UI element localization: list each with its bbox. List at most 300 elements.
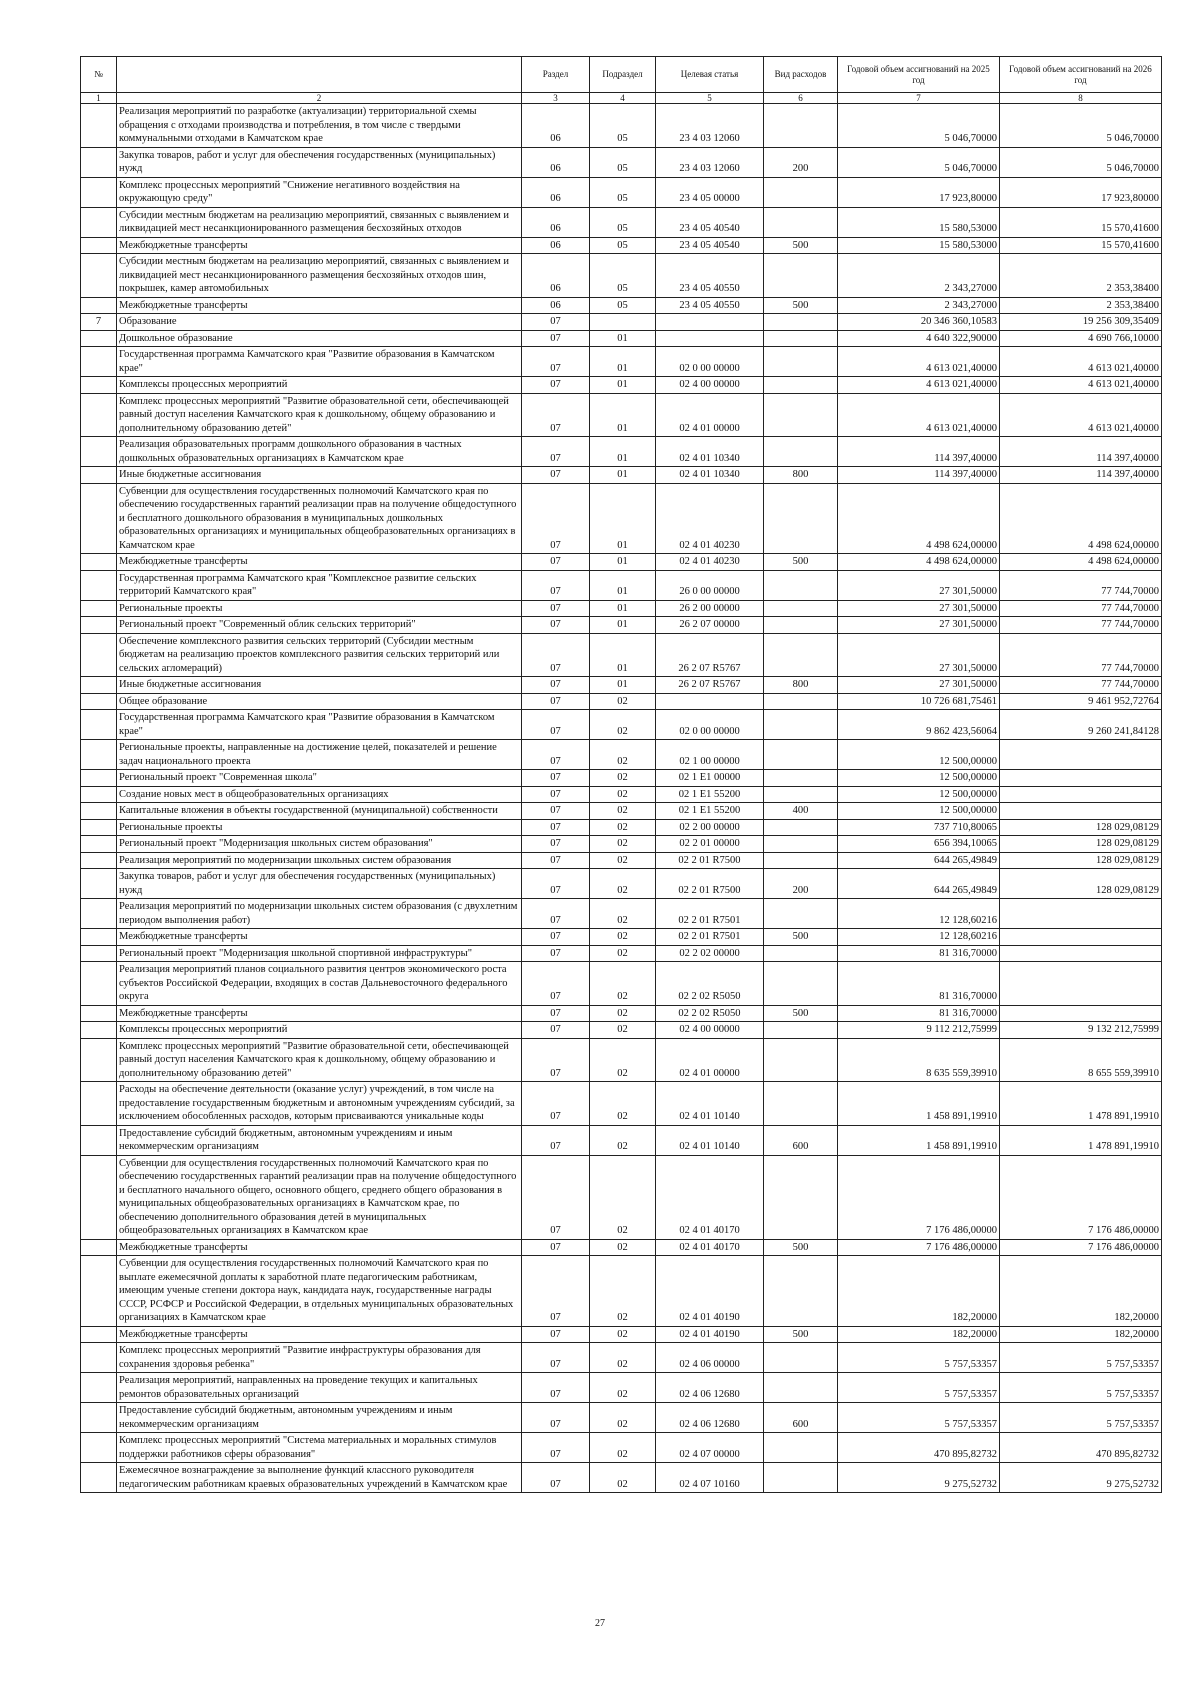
row-section: 07 (522, 770, 590, 787)
row-number (81, 467, 117, 484)
row-section: 07 (522, 1038, 590, 1082)
table-row (81, 803, 1162, 820)
row-section: 07 (522, 347, 590, 377)
row-name: Межбюджетные трансферты (117, 237, 522, 254)
row-amount-2025: 1 458 891,19910 (838, 1125, 1000, 1155)
row-section: 07 (522, 617, 590, 634)
row-target-article: 02 2 02 00000 (656, 945, 764, 962)
row-expense-type (764, 483, 838, 554)
page-number: 27 (595, 1618, 605, 1629)
row-section: 07 (522, 1343, 590, 1373)
row-expense-type (764, 437, 838, 467)
row-target-article: 02 4 07 00000 (656, 1433, 764, 1463)
row-number (81, 1155, 117, 1239)
table-row (81, 1403, 1162, 1433)
row-expense-type (764, 104, 838, 148)
row-subsection: 01 (590, 677, 656, 694)
row-section: 07 (522, 929, 590, 946)
row-name: Комплекс процессных мероприятий "Развитие образовательной сети, обеспечивающей равный доступ населения Камчатского края к дошкольному, общему образованию и дополнительному образованию детей" (117, 1038, 522, 1082)
row-subsection: 02 (590, 1326, 656, 1343)
row-amount-2026: 5 757,53357 (1000, 1403, 1162, 1433)
row-amount-2025: 9 112 212,75999 (838, 1022, 1000, 1039)
row-section: 07 (522, 693, 590, 710)
row-subsection: 01 (590, 467, 656, 484)
row-number (81, 554, 117, 571)
row-amount-2026: 8 655 559,39910 (1000, 1038, 1162, 1082)
table-row (81, 786, 1162, 803)
row-amount-2026 (1000, 786, 1162, 803)
row-amount-2025: 5 046,70000 (838, 104, 1000, 148)
row-number (81, 377, 117, 394)
row-name: Межбюджетные трансферты (117, 297, 522, 314)
row-section: 07 (522, 1155, 590, 1239)
row-expense-type (764, 852, 838, 869)
row-amount-2025: 2 343,27000 (838, 297, 1000, 314)
table-row (81, 1343, 1162, 1373)
table-row (81, 104, 1162, 148)
row-amount-2026: 15 570,41600 (1000, 237, 1162, 254)
row-expense-type (764, 330, 838, 347)
row-target-article: 02 4 06 12680 (656, 1373, 764, 1403)
table-row (81, 314, 1162, 331)
row-amount-2026: 4 498 624,00000 (1000, 554, 1162, 571)
row-subsection: 02 (590, 929, 656, 946)
row-amount-2025: 12 500,00000 (838, 770, 1000, 787)
row-target-article: 02 4 01 40170 (656, 1155, 764, 1239)
row-subsection: 01 (590, 347, 656, 377)
row-section: 07 (522, 803, 590, 820)
row-expense-type (764, 786, 838, 803)
row-amount-2025: 5 757,53357 (838, 1343, 1000, 1373)
row-number (81, 677, 117, 694)
row-name: Региональный проект "Современная школа" (117, 770, 522, 787)
col-number: 6 (764, 93, 838, 104)
row-name: Субсидии местным бюджетам на реализацию мероприятий, связанных с выявлением и ликвидацией мест несанкционированного размещения бесхозяйных отходов (117, 207, 522, 237)
row-section: 07 (522, 899, 590, 929)
row-amount-2025: 8 635 559,39910 (838, 1038, 1000, 1082)
row-expense-type (764, 600, 838, 617)
row-expense-type: 500 (764, 1005, 838, 1022)
row-name: Закупка товаров, работ и услуг для обеспечения государственных (муниципальных) нужд (117, 147, 522, 177)
row-subsection: 02 (590, 1038, 656, 1082)
row-section: 06 (522, 147, 590, 177)
table-row (81, 962, 1162, 1006)
row-target-article: 02 0 00 00000 (656, 347, 764, 377)
row-expense-type (764, 633, 838, 677)
row-name: Региональные проекты (117, 600, 522, 617)
row-expense-type (764, 570, 838, 600)
row-number (81, 633, 117, 677)
row-amount-2025: 7 176 486,00000 (838, 1239, 1000, 1256)
table-row (81, 770, 1162, 787)
row-number (81, 254, 117, 298)
row-section: 07 (522, 1373, 590, 1403)
row-number (81, 929, 117, 946)
row-section: 06 (522, 237, 590, 254)
col-number: 1 (81, 93, 117, 104)
row-amount-2025: 644 265,49849 (838, 869, 1000, 899)
header-section: Раздел (522, 57, 590, 93)
row-subsection: 05 (590, 104, 656, 148)
row-name: Закупка товаров, работ и услуг для обеспечения государственных (муниципальных) нужд (117, 869, 522, 899)
row-target-article: 02 4 01 40230 (656, 554, 764, 571)
row-name: Комплекс процессных мероприятий "Развитие образовательной сети, обеспечивающей равный доступ населения Камчатского края к дошкольному, общему образованию и дополнительному образованию детей" (117, 393, 522, 437)
row-name: Государственная программа Камчатского края "Развитие образования в Камчатском крае" (117, 347, 522, 377)
column-number-row (81, 93, 1162, 104)
budget-table (80, 56, 1162, 1493)
row-section: 07 (522, 437, 590, 467)
row-target-article: 23 4 03 12060 (656, 104, 764, 148)
table-row (81, 347, 1162, 377)
row-name: Капитальные вложения в объекты государственной (муниципальной) собственности (117, 803, 522, 820)
row-section: 07 (522, 467, 590, 484)
row-name: Межбюджетные трансферты (117, 1326, 522, 1343)
row-name: Иные бюджетные ассигнования (117, 677, 522, 694)
row-expense-type: 500 (764, 929, 838, 946)
table-row (81, 330, 1162, 347)
row-name: Региональный проект "Современный облик сельских территорий" (117, 617, 522, 634)
row-name: Предоставление субсидий бюджетным, автономным учреждениям и иным некоммерческим организациям (117, 1125, 522, 1155)
row-amount-2026: 9 132 212,75999 (1000, 1022, 1162, 1039)
row-amount-2025: 81 316,70000 (838, 1005, 1000, 1022)
row-expense-type (764, 710, 838, 740)
row-section: 07 (522, 740, 590, 770)
row-target-article: 23 4 05 00000 (656, 177, 764, 207)
row-subsection: 05 (590, 177, 656, 207)
table-row (81, 254, 1162, 298)
row-number (81, 297, 117, 314)
col-number: 3 (522, 93, 590, 104)
row-number (81, 899, 117, 929)
row-amount-2026: 182,20000 (1000, 1256, 1162, 1327)
row-amount-2026: 4 613 021,40000 (1000, 377, 1162, 394)
row-number (81, 207, 117, 237)
row-amount-2025: 15 580,53000 (838, 207, 1000, 237)
row-subsection: 02 (590, 803, 656, 820)
row-target-article: 23 4 05 40540 (656, 207, 764, 237)
table-row (81, 929, 1162, 946)
row-amount-2026 (1000, 740, 1162, 770)
row-name: Образование (117, 314, 522, 331)
row-section: 07 (522, 677, 590, 694)
row-name: Региональные проекты, направленные на достижение целей, показателей и решение задач национального проекта (117, 740, 522, 770)
row-target-article: 02 0 00 00000 (656, 710, 764, 740)
row-expense-type (764, 819, 838, 836)
row-target-article: 02 2 01 R7500 (656, 852, 764, 869)
row-amount-2025: 20 346 360,10583 (838, 314, 1000, 331)
row-name: Субвенции для осуществления государственных полномочий Камчатского края по выплате ежемесячной доплаты к заработной плате педагогическим работникам, имеющим ученые степени доктора наук, кандидата наук, государственные награды СССР, РСФСР и Российской Федерации, в отдельных муниципальных образовательных организациях в Камчатском крае (117, 1256, 522, 1327)
row-target-article: 02 4 01 00000 (656, 393, 764, 437)
row-section: 07 (522, 1463, 590, 1493)
row-target-article: 26 2 00 00000 (656, 600, 764, 617)
row-target-article: 02 4 06 00000 (656, 1343, 764, 1373)
row-subsection: 01 (590, 483, 656, 554)
row-subsection: 02 (590, 1403, 656, 1433)
row-subsection: 02 (590, 786, 656, 803)
row-number (81, 710, 117, 740)
row-amount-2025: 12 500,00000 (838, 803, 1000, 820)
row-section: 07 (522, 314, 590, 331)
row-amount-2026: 1 478 891,19910 (1000, 1125, 1162, 1155)
table-row (81, 1005, 1162, 1022)
row-number (81, 1239, 117, 1256)
row-amount-2026: 1 478 891,19910 (1000, 1082, 1162, 1126)
row-name: Субвенции для осуществления государственных полномочий Камчатского края по обеспечению государственных гарантий реализации прав на получение общедоступного и бесплатного дошкольного образования в муниципальных дошкольных образовательных организациях и муниципальных общеобразовательных организациях в Камчатском крае (117, 483, 522, 554)
row-amount-2025: 12 500,00000 (838, 740, 1000, 770)
header-exp-type: Вид расходов (764, 57, 838, 93)
row-expense-type (764, 393, 838, 437)
row-section: 07 (522, 1005, 590, 1022)
row-expense-type: 200 (764, 147, 838, 177)
row-amount-2025: 114 397,40000 (838, 467, 1000, 484)
table-row (81, 467, 1162, 484)
row-subsection: 02 (590, 962, 656, 1006)
row-expense-type (764, 314, 838, 331)
row-section: 07 (522, 570, 590, 600)
row-amount-2026 (1000, 962, 1162, 1006)
col-number: 8 (1000, 93, 1162, 104)
row-amount-2025: 4 640 322,90000 (838, 330, 1000, 347)
row-name: Межбюджетные трансферты (117, 554, 522, 571)
row-number (81, 617, 117, 634)
row-amount-2026 (1000, 899, 1162, 929)
row-name: Ежемесячное вознаграждение за выполнение функций классного руководителя педагогическим работникам краевых образовательных учреждений в Камчатском крае (117, 1463, 522, 1493)
row-number (81, 852, 117, 869)
table-row (81, 1463, 1162, 1493)
row-number (81, 1326, 117, 1343)
row-expense-type: 400 (764, 803, 838, 820)
row-number (81, 104, 117, 148)
row-name: Комплексы процессных мероприятий (117, 377, 522, 394)
row-number (81, 1005, 117, 1022)
table-row (81, 710, 1162, 740)
row-amount-2025: 27 301,50000 (838, 677, 1000, 694)
row-section: 07 (522, 1433, 590, 1463)
row-subsection: 02 (590, 1082, 656, 1126)
row-name: Общее образование (117, 693, 522, 710)
row-name: Обеспечение комплексного развития сельских территорий (Субсидии местным бюджетам на реализацию проектов комплексного развития сельских территорий или сельских агломераций) (117, 633, 522, 677)
table-row (81, 483, 1162, 554)
row-amount-2025: 182,20000 (838, 1326, 1000, 1343)
row-subsection: 02 (590, 770, 656, 787)
table-row (81, 237, 1162, 254)
row-target-article: 26 0 00 00000 (656, 570, 764, 600)
table-row (81, 1082, 1162, 1126)
row-expense-type: 500 (764, 554, 838, 571)
row-name: Предоставление субсидий бюджетным, автономным учреждениям и иным некоммерческим организациям (117, 1403, 522, 1433)
table-row (81, 1239, 1162, 1256)
row-amount-2026: 77 744,70000 (1000, 617, 1162, 634)
row-number (81, 177, 117, 207)
row-target-article: 02 4 06 12680 (656, 1403, 764, 1433)
row-expense-type (764, 945, 838, 962)
row-expense-type (764, 254, 838, 298)
table-row (81, 207, 1162, 237)
row-section: 07 (522, 393, 590, 437)
row-name: Государственная программа Камчатского края "Комплексное развитие сельских территорий Камчатского края" (117, 570, 522, 600)
row-subsection: 01 (590, 633, 656, 677)
row-subsection: 02 (590, 1155, 656, 1239)
row-expense-type (764, 770, 838, 787)
row-expense-type (764, 740, 838, 770)
row-number (81, 1373, 117, 1403)
row-section: 07 (522, 836, 590, 853)
row-target-article: 02 4 01 40190 (656, 1256, 764, 1327)
row-expense-type (764, 1256, 838, 1327)
row-target-article: 02 4 01 10140 (656, 1125, 764, 1155)
row-name: Реализация мероприятий по разработке (актуализации) территориальной схемы обращения с отходами производства и потребления, в том числе с твердыми коммунальными отходами в Камчатском крае (117, 104, 522, 148)
row-amount-2025: 12 500,00000 (838, 786, 1000, 803)
table-row (81, 147, 1162, 177)
row-name: Комплекс процессных мероприятий "Система материальных и моральных стимулов поддержки работников сферы образования" (117, 1433, 522, 1463)
row-subsection: 02 (590, 1022, 656, 1039)
row-subsection: 02 (590, 1343, 656, 1373)
row-section: 07 (522, 819, 590, 836)
row-section: 07 (522, 869, 590, 899)
col-number: 5 (656, 93, 764, 104)
table-row (81, 600, 1162, 617)
row-section: 07 (522, 330, 590, 347)
row-amount-2026: 9 260 241,84128 (1000, 710, 1162, 740)
row-subsection: 01 (590, 377, 656, 394)
row-amount-2025: 656 394,10065 (838, 836, 1000, 853)
row-amount-2026: 114 397,40000 (1000, 437, 1162, 467)
table-row (81, 437, 1162, 467)
table-row (81, 899, 1162, 929)
row-target-article: 23 4 05 40550 (656, 297, 764, 314)
row-amount-2026 (1000, 770, 1162, 787)
row-amount-2026: 128 029,08129 (1000, 852, 1162, 869)
table-row (81, 377, 1162, 394)
row-subsection: 01 (590, 437, 656, 467)
row-target-article (656, 330, 764, 347)
row-amount-2026: 77 744,70000 (1000, 600, 1162, 617)
table-row (81, 1038, 1162, 1082)
row-target-article: 02 1 E1 55200 (656, 786, 764, 803)
row-expense-type (764, 962, 838, 1006)
row-amount-2025: 9 275,52732 (838, 1463, 1000, 1493)
row-target-article: 02 2 02 R5050 (656, 962, 764, 1006)
table-row (81, 1433, 1162, 1463)
row-subsection: 05 (590, 147, 656, 177)
row-number (81, 1082, 117, 1126)
row-section: 07 (522, 1125, 590, 1155)
row-expense-type (764, 693, 838, 710)
row-amount-2026 (1000, 945, 1162, 962)
row-number (81, 770, 117, 787)
row-subsection: 05 (590, 207, 656, 237)
row-number (81, 1256, 117, 1327)
row-amount-2025: 182,20000 (838, 1256, 1000, 1327)
row-amount-2025: 114 397,40000 (838, 437, 1000, 467)
row-number (81, 1433, 117, 1463)
row-name: Региональные проекты (117, 819, 522, 836)
row-expense-type (764, 1022, 838, 1039)
row-amount-2025: 737 710,80065 (838, 819, 1000, 836)
row-amount-2025: 5 757,53357 (838, 1373, 1000, 1403)
row-name: Реализация образовательных программ дошкольного образования в частных дошкольных образовательных организациях в Камчатском крае (117, 437, 522, 467)
table-row (81, 554, 1162, 571)
row-amount-2026: 114 397,40000 (1000, 467, 1162, 484)
row-section: 06 (522, 177, 590, 207)
table-row (81, 633, 1162, 677)
row-amount-2026: 77 744,70000 (1000, 677, 1162, 694)
table-row (81, 1155, 1162, 1239)
table-row (81, 693, 1162, 710)
row-target-article: 02 4 01 40170 (656, 1239, 764, 1256)
table-row (81, 617, 1162, 634)
row-amount-2026: 2 353,38400 (1000, 254, 1162, 298)
row-subsection: 05 (590, 237, 656, 254)
row-target-article: 02 2 02 R5050 (656, 1005, 764, 1022)
row-name: Создание новых мест в общеобразовательных организациях (117, 786, 522, 803)
row-expense-type (764, 177, 838, 207)
row-name: Субвенции для осуществления государственных полномочий Камчатского края по обеспечению государственных гарантий реализации прав на получение общедоступного и бесплатного начального общего, основного общего, среднего общего образования в муниципальных общеобразовательных организациях в Камчатском крае, по обеспечению дополнительного образования детей в муниципальных общеобразовательных организациях в Камчатском крае (117, 1155, 522, 1239)
row-number (81, 786, 117, 803)
row-subsection: 02 (590, 945, 656, 962)
row-amount-2025: 12 128,60216 (838, 899, 1000, 929)
row-target-article: 02 1 00 00000 (656, 740, 764, 770)
row-amount-2026: 4 498 624,00000 (1000, 483, 1162, 554)
row-subsection: 02 (590, 836, 656, 853)
row-number (81, 147, 117, 177)
row-target-article: 23 4 05 40550 (656, 254, 764, 298)
table-row (81, 1373, 1162, 1403)
row-number (81, 600, 117, 617)
table-row (81, 570, 1162, 600)
row-target-article: 02 4 00 00000 (656, 377, 764, 394)
header-name (117, 57, 522, 93)
row-subsection: 02 (590, 819, 656, 836)
row-expense-type (764, 1155, 838, 1239)
row-target-article: 02 4 01 10340 (656, 467, 764, 484)
row-target-article: 02 2 01 00000 (656, 836, 764, 853)
row-subsection: 02 (590, 740, 656, 770)
row-amount-2025: 12 128,60216 (838, 929, 1000, 946)
row-amount-2026: 2 353,38400 (1000, 297, 1162, 314)
row-amount-2026: 5 757,53357 (1000, 1373, 1162, 1403)
row-name: Реализация мероприятий по модернизации школьных систем образования (с двухлетним периодом выполнения работ) (117, 899, 522, 929)
row-amount-2026: 5 046,70000 (1000, 147, 1162, 177)
row-section: 07 (522, 1326, 590, 1343)
row-expense-type (764, 836, 838, 853)
row-amount-2026: 128 029,08129 (1000, 869, 1162, 899)
col-number: 7 (838, 93, 1000, 104)
row-target-article (656, 693, 764, 710)
table-row (81, 819, 1162, 836)
row-amount-2025: 81 316,70000 (838, 945, 1000, 962)
row-amount-2026 (1000, 803, 1162, 820)
row-amount-2025: 4 613 021,40000 (838, 377, 1000, 394)
row-name: Межбюджетные трансферты (117, 929, 522, 946)
row-subsection: 02 (590, 1005, 656, 1022)
row-subsection: 01 (590, 600, 656, 617)
row-expense-type (764, 1433, 838, 1463)
table-row (81, 1022, 1162, 1039)
row-amount-2026: 128 029,08129 (1000, 836, 1162, 853)
row-section: 06 (522, 297, 590, 314)
row-amount-2025: 81 316,70000 (838, 962, 1000, 1006)
row-number: 7 (81, 314, 117, 331)
row-name: Межбюджетные трансферты (117, 1005, 522, 1022)
table-row (81, 836, 1162, 853)
row-target-article: 02 4 07 10160 (656, 1463, 764, 1493)
row-name: Комплекс процессных мероприятий "Снижение негативного воздействия на окружающую среду" (117, 177, 522, 207)
table-row (81, 869, 1162, 899)
row-number (81, 869, 117, 899)
table-row (81, 740, 1162, 770)
row-expense-type: 200 (764, 869, 838, 899)
